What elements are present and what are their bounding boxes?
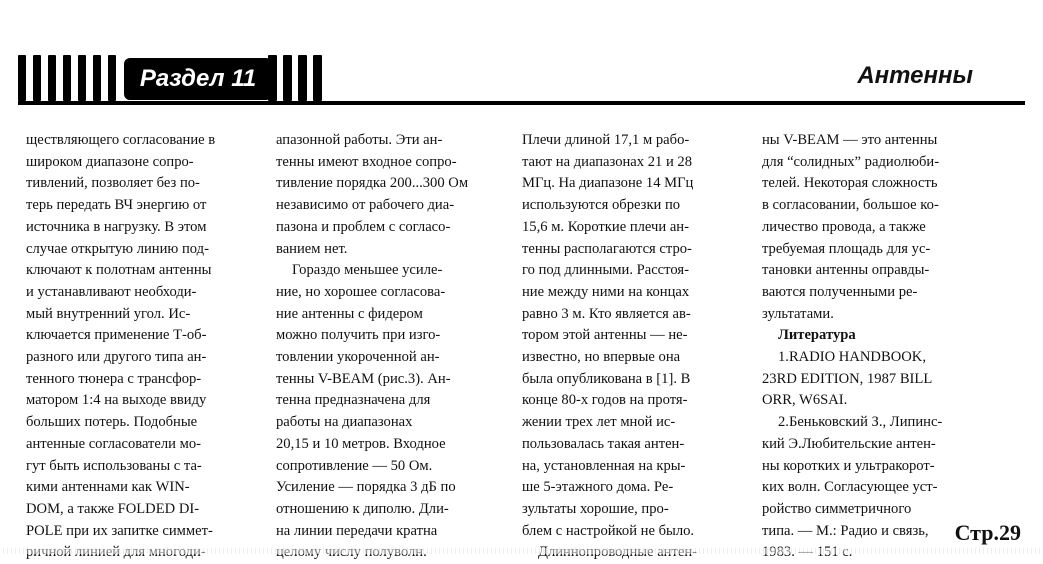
text-line: широком диапазоне сопро- [26, 153, 194, 170]
text-line: и устанавливают необходи- [26, 283, 197, 300]
reference-item: ORR, W6SAI. [762, 392, 848, 409]
text-line: сопротивление — 50 Ом. [276, 457, 433, 474]
text-column-2 [276, 130, 498, 564]
text-line: антенные согласователи мо- [26, 435, 202, 452]
text-line: го под длинными. Расстоя- [522, 262, 689, 279]
text-line: блем с настройкой не было. [522, 522, 695, 539]
page-number: Стр.29 [954, 520, 1021, 545]
text-line: товлении укороченной ан- [276, 349, 440, 366]
text-line: ше 5-этажного дома. Ре- [522, 479, 674, 496]
text-line: тенны располагаются стро- [522, 240, 692, 257]
text-line: гут быть использованы с та- [26, 457, 202, 474]
topic-title: Антенны [857, 62, 973, 89]
reference-item: типа. — М.: Радио и связь, [762, 522, 929, 539]
header-rule [268, 101, 1025, 105]
text-line: Плечи длиной 17,1 м рабо- [522, 132, 690, 148]
text-line: телей. Некоторая сложность [762, 175, 938, 192]
text-line: равно 3 м. Кто является ав- [522, 305, 691, 322]
text-line: ществляющего согласование в [26, 132, 216, 148]
references-heading: Литература [778, 327, 856, 344]
text-line: жении трех лет мной ис- [522, 414, 676, 431]
text-line: тенна предназначена для [276, 392, 431, 409]
text-line: мый внутренний угол. Ис- [26, 305, 191, 322]
header-stripes-left [18, 55, 123, 101]
text-line: известно, но впервые она [522, 349, 681, 366]
reference-item: 23RD EDITION, 1987 BILL [762, 370, 933, 387]
text-line: Усиление — порядка 3 дБ по [276, 479, 456, 496]
header-stripes-right [268, 55, 328, 101]
text-line: кими антеннами как WIN- [26, 479, 190, 496]
reference-item: 2.Беньковский З., Липинс- [778, 414, 943, 431]
text-line: Гораздо меньшее усиле- [292, 262, 443, 279]
text-line: требуемая площадь для ус- [762, 240, 931, 257]
text-line: матором 1:4 на выходе ввиду [26, 392, 207, 409]
text-line: ключается применение Т-об- [26, 327, 207, 344]
text-line: отношению к диполю. Дли- [276, 500, 449, 517]
reference-item: ких волн. Согласующее уст- [762, 479, 938, 496]
text-line: разного или другого типа ан- [26, 349, 207, 366]
scan-edge [0, 548, 1043, 554]
text-line: в согласовании, большое ко- [762, 197, 939, 214]
text-line: независимо от рабочего диа- [276, 197, 455, 214]
text-line: на, установленная на кры- [522, 457, 686, 474]
section-label: Раздел 11 [124, 58, 272, 100]
text-line: ние между ними на концах [522, 283, 690, 300]
text-line: тановки антенны оправды- [762, 262, 930, 279]
text-line: ванием нет. [276, 240, 348, 257]
reference-item: 1.RADIO HANDBOOK, [778, 349, 926, 366]
text-line: ние антенны с фидером [276, 305, 423, 322]
text-line: ны V-BEAM — это антенны [762, 132, 938, 148]
text-line: тивление порядка 200...300 Ом [276, 175, 469, 192]
text-line: МГц. На диапазоне 14 МГц [522, 175, 694, 192]
text-line: 15,6 м. Короткие плечи ан- [522, 218, 689, 235]
text-line: апазонной работы. Эти ан- [276, 132, 443, 148]
text-line: случае открытую линию под- [26, 240, 209, 257]
reference-item: ройство симметричного [762, 500, 912, 517]
text-line: тивлений, позволяет без по- [26, 175, 200, 192]
text-line: ключают к полотнам антенны [26, 262, 212, 279]
text-line: терь передать ВЧ энергию от [26, 197, 207, 214]
text-line: конце 80-х годов на протя- [522, 392, 688, 409]
text-line: тенны V-BEAM (рис.3). Ан- [276, 370, 451, 387]
text-line: 20,15 и 10 метров. Входное [276, 435, 446, 452]
text-line: POLE при их запитке симмет- [26, 522, 213, 539]
text-line: ваются полученными ре- [762, 283, 918, 300]
text-line: зультаты хорошие, про- [522, 500, 669, 517]
text-line: DOM, а также FOLDED DI- [26, 500, 200, 517]
text-line: для “солидных” радиолюби- [762, 153, 940, 170]
header-rule-left [18, 101, 268, 105]
text-line: больших потерь. Подобные [26, 414, 198, 431]
text-line: тенны имеют входное сопро- [276, 153, 457, 170]
text-line: источника в нагрузку. В этом [26, 218, 207, 235]
reference-item: кий Э.Любительские антен- [762, 435, 936, 452]
text-line: ние, но хорошее согласова- [276, 283, 446, 300]
text-line: личество провода, а также [762, 218, 926, 235]
text-line: была опубликована в [1]. В [522, 370, 691, 387]
text-column-1 [26, 130, 266, 564]
text-line: пользовалась такая антен- [522, 435, 685, 452]
text-line: тенного тюнера с трансфор- [26, 370, 202, 387]
text-line: тором этой антенны — не- [522, 327, 688, 344]
text-line: на линии передачи кратна [276, 522, 438, 539]
text-column-4 [762, 130, 1002, 564]
text-line: тают на диапазонах 21 и 28 [522, 153, 693, 170]
text-line: работы на диапазонах [276, 414, 413, 431]
text-line: пазона и проблем с согласо- [276, 218, 451, 235]
text-line: используются обрезки по [522, 197, 681, 214]
text-column-3 [522, 130, 744, 564]
text-line: зультатами. [762, 305, 834, 322]
text-line: можно получить при изго- [276, 327, 441, 344]
reference-item: ны коротких и ультракорот- [762, 457, 935, 474]
